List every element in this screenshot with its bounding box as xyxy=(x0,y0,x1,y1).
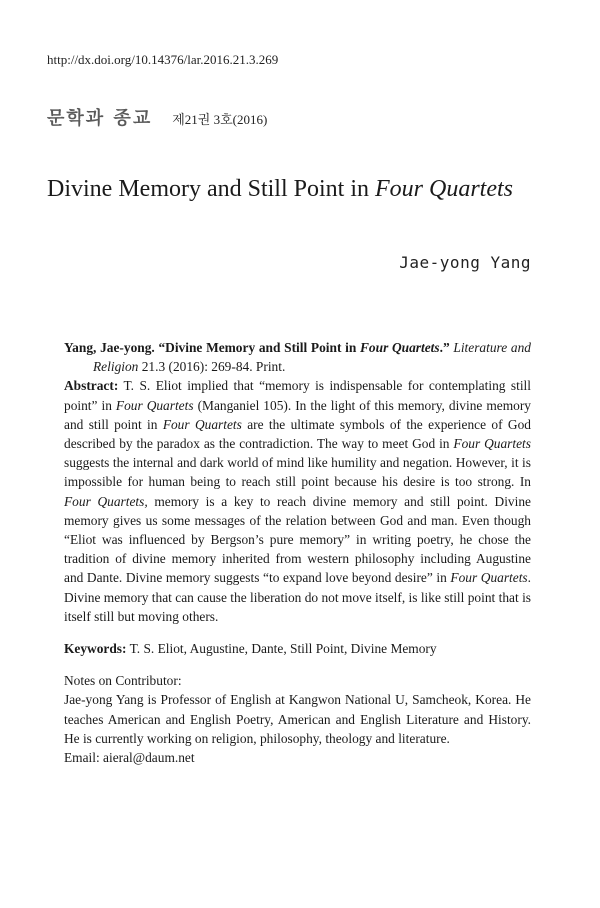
citation-author: Yang, Jae-yong. xyxy=(64,340,155,355)
abstract-label: Abstract: xyxy=(64,378,119,394)
journal-logo: 문학과 종교 xyxy=(47,108,153,129)
citation-details: 21.3 (2016): 269-84. Print. xyxy=(141,359,286,375)
notes-heading: Notes on Contributor: xyxy=(64,673,182,689)
citation-title: “Divine Memory and Still Point in Four Quartets.” xyxy=(158,340,450,355)
keywords-label: Keywords: xyxy=(64,641,127,657)
paper-title xyxy=(47,176,567,203)
notes-text: Jae-yong Yang is Professor of English at Kangwon National U, Samcheok, Korea. He teaches American and English Poetry, American and English Literature and History. He is currently working on religion, philosophy, theology and literature. xyxy=(64,692,531,746)
contributor-notes xyxy=(64,671,531,767)
keywords xyxy=(64,639,531,658)
citation-journal: Literature and Religion xyxy=(93,340,531,375)
contributor-email[interactable]: Email: aieral@daum.net xyxy=(64,750,195,766)
journal-issue: 제21권 3호(2016) xyxy=(172,112,268,127)
article-body xyxy=(64,338,531,767)
abstract: Abstract: T. S. Eliot implied that “memory is indispensable for contemplating still point” in Four Quartets (Manganiel 105). In the light of this memory, divine memory and still point in Four Quartets are the ultimate symbols of the experience of God described by the paradox as the contradiction. The way to meet God in Four Quartets suggests the internal and dark world of mind like humility and negation. However, it is impossible for human being to reach still point because his desire is too strong. In Four Quartets, memory is a key to reach divine memory and still point. Divine memory gives us some messages of the relation between God and man. Even though “Eliot was influenced by Bergson’s pure memory” in writing poetry, he chose the tradition of divine memory inherited from western philosophy including Augustine and Dante. Divine memory suggests “to expand love beyond desire” in Four Quartets. Divine memory that can cause the liberation do not move itself, is like still point that is itself still but moving others. xyxy=(64,378,532,624)
journal-header xyxy=(47,104,267,130)
author-name: Jae-yong Yang xyxy=(399,253,531,272)
citation xyxy=(64,338,531,376)
keywords-text: T. S. Eliot, Augustine, Dante, Still Point, Divine Memory xyxy=(129,641,437,657)
title-italic: Four Quartets xyxy=(375,176,513,202)
doi-link[interactable]: http://dx.doi.org/10.14376/lar.2016.21.3.269 xyxy=(47,52,279,67)
title-main: Divine Memory and Still Point in xyxy=(47,176,369,202)
